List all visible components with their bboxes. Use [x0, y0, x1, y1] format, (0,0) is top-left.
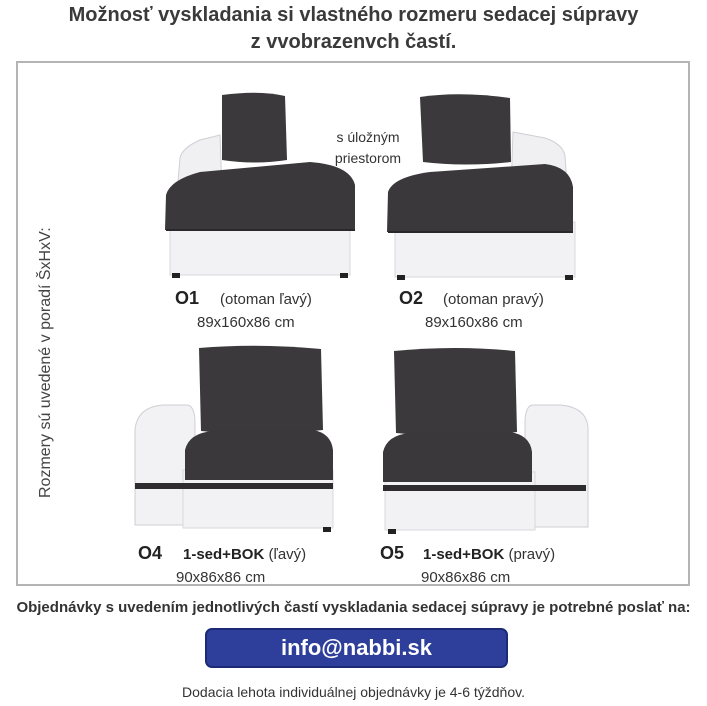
dimension-order-note: Rozmery sú uvedené v poradí ŠxHxV: [37, 227, 54, 498]
piece-code-o1: O1 [175, 288, 200, 308]
ottoman-left-image [160, 90, 360, 280]
piece-name-bold-o4: 1-sed+BOK [183, 546, 265, 563]
piece-dims-o4: 90x86x86 cm [176, 569, 266, 586]
single-seat-right-arm-image [380, 347, 590, 537]
piece-dims-o2: 89x160x86 cm [425, 314, 523, 331]
piece-name-bold-o5: 1-sed+BOK [423, 546, 505, 563]
ottoman-right-image [385, 92, 585, 282]
email-address[interactable]: info@nabbi.sk [280, 635, 432, 660]
piece-code-o4: O4 [138, 543, 163, 563]
order-instructions: Objednávky s uvedením jednotlivých častí vyskladania sedacej súpravy je potrebné poslať na: [16, 599, 691, 616]
storage-note-line2: priestorom [334, 150, 402, 166]
piece-name-o4 [183, 546, 306, 563]
piece-name-o1: (otoman ľavý) [220, 291, 312, 308]
piece-name-o5 [423, 546, 555, 563]
piece-code-o5: O5 [380, 543, 405, 563]
email-button[interactable] [205, 628, 508, 668]
page-title-line2: z vvobrazenvch častí. [250, 31, 457, 53]
single-seat-left-arm-image [133, 345, 343, 535]
piece-dims-o1: 89x160x86 cm [197, 314, 295, 331]
piece-name-o2: (otoman pravý) [443, 291, 544, 308]
page-title-line1: Možnosť vyskladania si vlastného rozmeru sedacej súpravy [68, 4, 639, 26]
storage-note-line1: s úložným [336, 129, 400, 145]
piece-code-o2: O2 [399, 288, 424, 308]
storage-note [318, 127, 418, 169]
piece-dims-o5: 90x86x86 cm [421, 569, 511, 586]
piece-name-side-o5: (pravý) [508, 546, 556, 563]
piece-name-side-o4: (ľavý) [268, 546, 307, 563]
delivery-time-note: Dodacia lehota individuálnej objednávky je 4-6 týždňov. [182, 684, 525, 700]
